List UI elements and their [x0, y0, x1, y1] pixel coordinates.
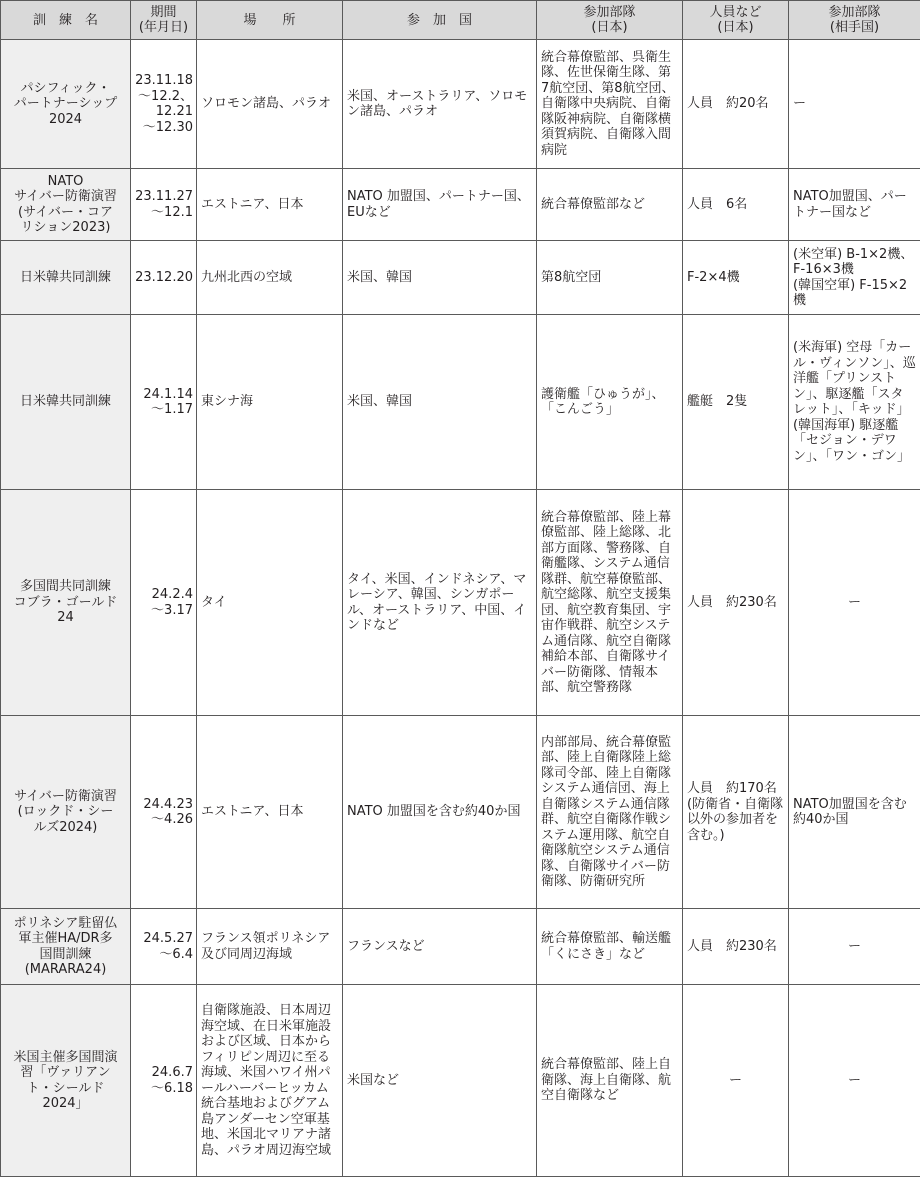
personnel-cell: 人員 6名: [683, 169, 789, 241]
units-partner-cell: ー: [789, 985, 920, 1177]
place-cell: 自衛隊施設、日本周辺海空域、在日米軍施設および区域、日本からフィリピン周辺に至る海域、米国ハワイ州パールハーバーヒッカム統合基地およびグアム島アンダーセン空軍基地、米国北マリアナ諸島、パラオ周辺海空域: [197, 985, 343, 1177]
header-place: 場 所: [197, 1, 343, 40]
countries-cell: 米国など: [343, 985, 537, 1177]
header-period: 期間 (年月日): [131, 1, 197, 40]
units-partner-cell: (米海軍) 空母「カール・ヴィンソン」、巡洋艦「プリンストン」、駆逐艦「スタレット」、「キッド」 (韓国海軍) 駆逐艦「セジョン・デワン」、「ワン・ゴン」: [789, 315, 920, 490]
period-cell: 24.2.4 ～3.17: [131, 490, 197, 716]
countries-cell: NATO 加盟国を含む約40か国: [343, 716, 537, 909]
training-name-cell: 多国間共同訓練 コブラ・ゴールド 24: [1, 490, 131, 716]
countries-cell: 米国、韓国: [343, 315, 537, 490]
table-row: [1, 490, 920, 716]
units-partner-cell: NATO加盟国を含む約40か国: [789, 716, 920, 909]
table-row: [1, 985, 920, 1177]
period-cell: 23.11.18 ～12.2、 12.21 ～12.30: [131, 40, 197, 169]
personnel-cell: 艦艇 2隻: [683, 315, 789, 490]
header-row: [1, 1, 920, 40]
training-name-cell: 米国主催多国間演 習「ヴァリアン ト・シールド 2024」: [1, 985, 131, 1177]
period-cell: 24.5.27 ～6.4: [131, 909, 197, 985]
countries-cell: 米国、オーストラリア、ソロモン諸島、パラオ: [343, 40, 537, 169]
units-partner-cell: NATO加盟国、パートナー国など: [789, 169, 920, 241]
header-units-partner: 参加部隊 (相手国): [789, 1, 920, 40]
units-japan-cell: 統合幕僚監部、輸送艦「くにさき」など: [537, 909, 683, 985]
training-name-cell: 日米韓共同訓練: [1, 315, 131, 490]
header-countries: 参 加 国: [343, 1, 537, 40]
period-cell: 24.6.7 ～6.18: [131, 985, 197, 1177]
period-cell: 24.4.23 ～4.26: [131, 716, 197, 909]
header-name: 訓 練 名: [1, 1, 131, 40]
table-row: [1, 40, 920, 169]
units-japan-cell: 統合幕僚監部、陸上自衛隊、海上自衛隊、航空自衛隊など: [537, 985, 683, 1177]
header-units-japan: 参加部隊 (日本): [537, 1, 683, 40]
header-personnel: 人員など (日本): [683, 1, 789, 40]
table-row: [1, 169, 920, 241]
place-cell: エストニア、日本: [197, 169, 343, 241]
period-cell: 24.1.14 ～1.17: [131, 315, 197, 490]
units-japan-cell: 内部部局、統合幕僚監部、陸上自衛隊陸上総隊司令部、陸上自衛隊システム通信団、海上自衛隊システム通信隊群、航空自衛隊作戦システム運用隊、航空自衛隊航空システム通信隊、自衛隊サイバー防衛隊、防衛研究所: [537, 716, 683, 909]
period-cell: 23.11.27 ～12.1: [131, 169, 197, 241]
countries-cell: タイ、米国、インドネシア、マレーシア、韓国、シンガポール、オーストラリア、中国、インドなど: [343, 490, 537, 716]
place-cell: フランス領ポリネシア及び同周辺海域: [197, 909, 343, 985]
table-row: [1, 241, 920, 315]
units-partner-cell: ー: [789, 40, 920, 169]
countries-cell: NATO 加盟国、パートナー国、EUなど: [343, 169, 537, 241]
units-partner-cell: (米空軍) B-1×2機、F-16×3機 (韓国空軍) F-15×2機: [789, 241, 920, 315]
training-name-cell: 日米韓共同訓練: [1, 241, 131, 315]
countries-cell: 米国、韓国: [343, 241, 537, 315]
place-cell: タイ: [197, 490, 343, 716]
units-japan-cell: 第8航空団: [537, 241, 683, 315]
place-cell: 東シナ海: [197, 315, 343, 490]
table-row: [1, 716, 920, 909]
personnel-cell: ー: [683, 985, 789, 1177]
units-japan-cell: 護衛艦「ひゅうが」、「こんごう」: [537, 315, 683, 490]
units-japan-cell: 統合幕僚監部、呉衛生隊、佐世保衛生隊、第7航空団、第8航空団、自衛隊中央病院、自衛隊阪神病院、自衛隊横須賀病院、自衛隊入間病院: [537, 40, 683, 169]
personnel-cell: 人員 約230名: [683, 909, 789, 985]
personnel-cell: 人員 約20名: [683, 40, 789, 169]
units-partner-cell: ー: [789, 490, 920, 716]
training-name-cell: サイバー防衛演習 (ロックド・シー ルズ2024): [1, 716, 131, 909]
personnel-cell: F-2×4機: [683, 241, 789, 315]
training-name-cell: ポリネシア駐留仏 軍主催HA/DR多 国間訓練 (MARARA24): [1, 909, 131, 985]
table-row: [1, 315, 920, 490]
period-cell: 23.12.20: [131, 241, 197, 315]
training-name-cell: NATO サイバー防衛演習 (サイバー・コア リション2023): [1, 169, 131, 241]
place-cell: 九州北西の空域: [197, 241, 343, 315]
units-japan-cell: 統合幕僚監部など: [537, 169, 683, 241]
table-row: [1, 909, 920, 985]
place-cell: ソロモン諸島、パラオ: [197, 40, 343, 169]
personnel-cell: 人員 約170名 (防衛省・自衛隊以外の参加者を含む。): [683, 716, 789, 909]
units-japan-cell: 統合幕僚監部、陸上幕僚監部、陸上総隊、北部方面隊、警務隊、自衛艦隊、システム通信隊群、航空幕僚監部、航空総隊、航空支援集団、航空教育集団、宇宙作戦群、航空システム通信隊、航空自衛隊補給本部、自衛隊サイバー防衛隊、情報本部、航空警務隊: [537, 490, 683, 716]
training-name-cell: パシフィック・ パートナーシップ 2024: [1, 40, 131, 169]
personnel-cell: 人員 約230名: [683, 490, 789, 716]
place-cell: エストニア、日本: [197, 716, 343, 909]
units-partner-cell: ー: [789, 909, 920, 985]
countries-cell: フランスなど: [343, 909, 537, 985]
